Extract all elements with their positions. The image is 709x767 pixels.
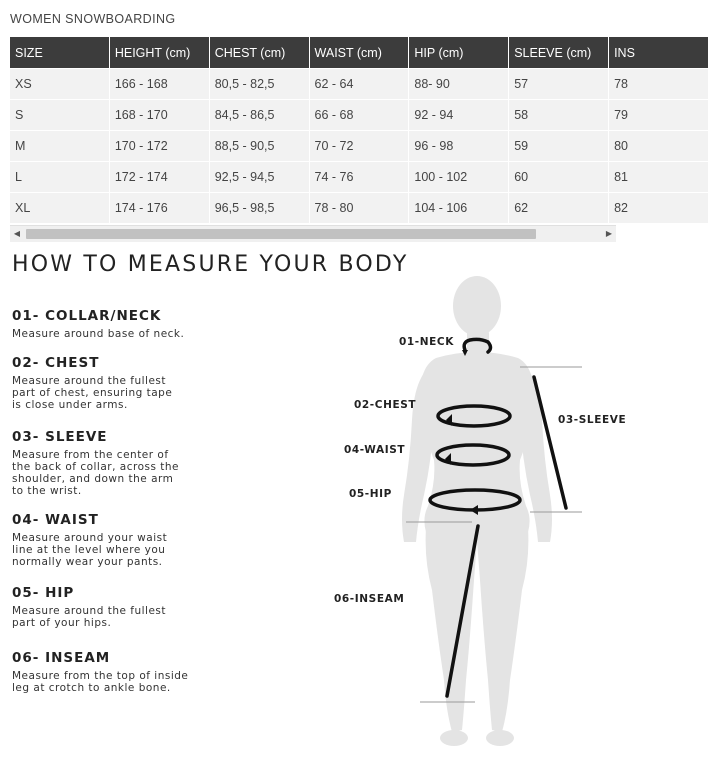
table-cell: 60 — [509, 162, 608, 192]
step-desc — [12, 532, 212, 568]
step-desc-line: Measure from the top of inside — [12, 670, 189, 682]
step-chest — [12, 355, 212, 411]
label-neck: 01-NECK — [399, 336, 454, 348]
step-desc — [12, 375, 212, 411]
table-header-cell: SIZE — [10, 37, 109, 68]
table-row — [10, 193, 708, 223]
step-desc-line: Measure around base of neck. — [12, 328, 185, 340]
table-cell: 100 - 102 — [409, 162, 508, 192]
step-desc-line: Measure around the fullest — [12, 605, 167, 617]
table-cell: 62 — [509, 193, 608, 223]
table-cell: 81 — [609, 162, 708, 192]
table-cell: 88- 90 — [409, 69, 508, 99]
table-cell: S — [10, 100, 109, 130]
table-cell: 104 - 106 — [409, 193, 508, 223]
table-cell: 168 - 170 — [110, 100, 209, 130]
step-desc-line: to the wrist. — [12, 485, 82, 497]
table-cell: 174 - 176 — [110, 193, 209, 223]
step-desc — [12, 670, 212, 694]
table-cell: 70 - 72 — [310, 131, 409, 161]
table-header-cell: HEIGHT (cm) — [110, 37, 209, 68]
step-title: 03- SLEEVE — [12, 429, 108, 445]
label-sleeve: 03-SLEEVE — [558, 414, 627, 426]
step-desc-line: Measure around the fullest — [12, 375, 167, 387]
label-chest: 02-CHEST — [354, 399, 417, 411]
step-desc-line: is close under arms. — [12, 399, 128, 411]
table-row — [10, 100, 708, 130]
step-title: 05- HIP — [12, 585, 75, 601]
step-title: 06- INSEAM — [12, 650, 111, 666]
table-cell: 80,5 - 82,5 — [210, 69, 309, 99]
step-sleeve — [12, 429, 212, 497]
table-cell: 78 - 80 — [310, 193, 409, 223]
step-waist — [12, 512, 212, 568]
table-cell: 88,5 - 90,5 — [210, 131, 309, 161]
step-desc-line: Measure from the center of — [12, 449, 169, 461]
table-cell: 166 - 168 — [110, 69, 209, 99]
step-desc-line: Measure around your waist — [12, 532, 168, 544]
table-cell: 62 - 64 — [310, 69, 409, 99]
table-header-cell: SLEEVE (cm) — [509, 37, 608, 68]
size-table-scroll-area[interactable] — [10, 37, 635, 242]
arrow-right-icon[interactable]: ▶ — [605, 229, 613, 238]
step-inseam — [12, 650, 212, 694]
table-cell: XS — [10, 69, 109, 99]
arrow-left-icon[interactable]: ◀ — [13, 229, 21, 238]
table-cell: M — [10, 131, 109, 161]
table-cell: 92,5 - 94,5 — [210, 162, 309, 192]
step-desc — [12, 605, 212, 629]
table-cell: 96,5 - 98,5 — [210, 193, 309, 223]
step-desc — [12, 449, 212, 497]
table-cell: 96 - 98 — [409, 131, 508, 161]
step-desc-line: normally wear your pants. — [12, 556, 163, 568]
measure-title: HOW TO MEASURE YOUR BODY — [12, 252, 409, 277]
step-title: 04- WAIST — [12, 512, 99, 528]
table-cell: 59 — [509, 131, 608, 161]
table-cell: 79 — [609, 100, 708, 130]
table-cell: 170 - 172 — [110, 131, 209, 161]
table-cell: 82 — [609, 193, 708, 223]
table-cell: 80 — [609, 131, 708, 161]
table-row — [10, 131, 708, 161]
body-silhouette — [320, 270, 636, 762]
step-desc-line: shoulder, and down the arm — [12, 473, 174, 485]
table-cell: L — [10, 162, 109, 192]
step-desc-line: the back of collar, across the — [12, 461, 180, 473]
label-waist: 04-WAIST — [344, 444, 406, 456]
step-desc-line: part of your hips. — [12, 617, 112, 629]
step-collar-neck — [12, 308, 212, 340]
body-figure — [320, 270, 636, 762]
table-cell: XL — [10, 193, 109, 223]
label-hip: 05-HIP — [349, 488, 392, 500]
table-cell: 74 - 76 — [310, 162, 409, 192]
step-desc-line: part of chest, ensuring tape — [12, 387, 173, 399]
table-cell: 78 — [609, 69, 708, 99]
step-desc-line: leg at crotch to ankle bone. — [12, 682, 171, 694]
table-header-cell: CHEST (cm) — [210, 37, 309, 68]
step-desc — [12, 328, 212, 340]
table-cell: 172 - 174 — [110, 162, 209, 192]
horizontal-scrollbar[interactable] — [10, 225, 616, 242]
table-header-cell: INS — [609, 37, 708, 68]
label-inseam: 06-INSEAM — [334, 593, 405, 605]
step-title: 02- CHEST — [12, 355, 100, 371]
table-row — [10, 162, 708, 192]
table-header-row — [10, 37, 708, 68]
table-header-cell: WAIST (cm) — [310, 37, 409, 68]
size-table — [9, 36, 709, 224]
table-cell: 66 - 68 — [310, 100, 409, 130]
table-header-cell: HIP (cm) — [409, 37, 508, 68]
scrollbar-thumb[interactable] — [26, 229, 536, 239]
table-cell: 84,5 - 86,5 — [210, 100, 309, 130]
size-chart-title: WOMEN SNOWBOARDING — [10, 12, 176, 26]
table-cell: 92 - 94 — [409, 100, 508, 130]
step-title: 01- COLLAR/NECK — [12, 308, 162, 324]
table-cell: 58 — [509, 100, 608, 130]
step-desc-line: line at the level where you — [12, 544, 166, 556]
step-hip — [12, 585, 212, 629]
table-cell: 57 — [509, 69, 608, 99]
table-row — [10, 69, 708, 99]
